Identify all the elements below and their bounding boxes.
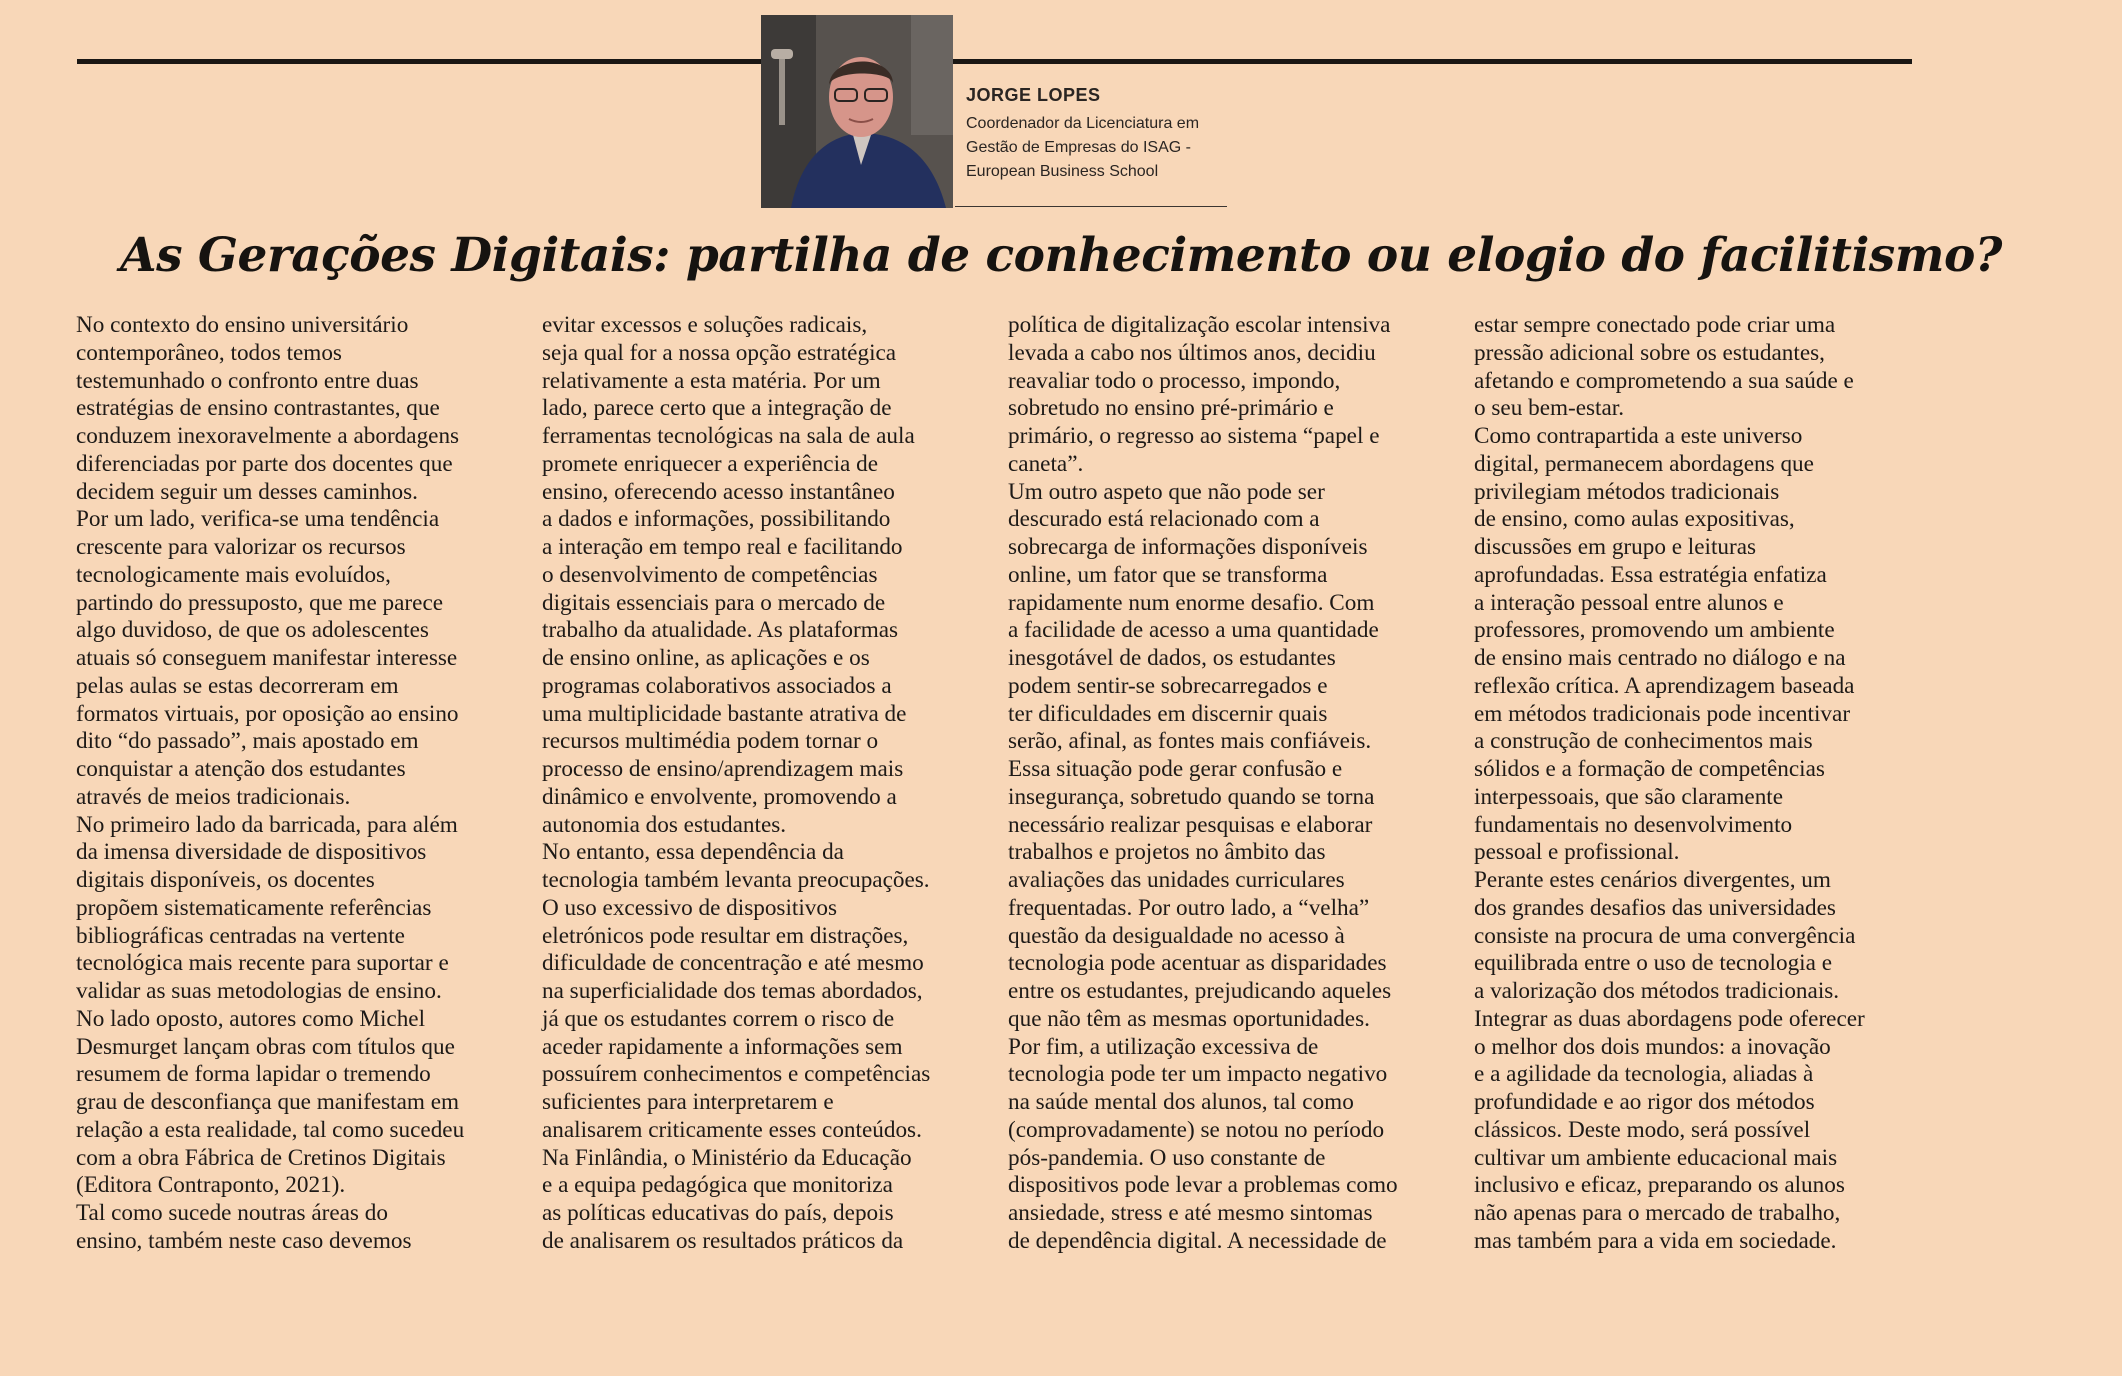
paragraph: evitar excessos e soluções radicais, seja qual for a nossa opção estratégica relativamente a esta matéria. Por um lado, parece certo que a integração de ferramentas tecnológicas na sala de aula promete enriquecer a experiência de ensino, oferecendo acesso instantâneo a dados e informações, possibilitando a interação em tempo real e facilitando o desenvolvimento de competências digitais essenciais para o mercado de trabalho da atualidade. As plataformas de ensino online, as aplicações e os programas colaborativos associados a uma multiplicidade bastante atrativa de recursos multimédia podem tornar o processo de ensino/aprendizagem mais dinâmico e envolvente, promovendo a autonomia dos estudantes. xyxy=(542,312,915,838)
article-column-2 xyxy=(542,312,982,1256)
article-headline: As Gerações Digitais: partilha de conhecimento ou elogio do facilitismo? xyxy=(120,228,2002,283)
author-role-line: Coordenador da Licenciatura em xyxy=(966,115,1200,132)
byline-rule xyxy=(955,206,1227,207)
author-byline xyxy=(966,85,1246,184)
author-role-line: Gestão de Empresas do ISAG - xyxy=(966,139,1191,156)
paragraph: No contexto do ensino universitário contemporâneo, todos temos testemunhado o confronto entre duas estratégias de ensino contrastantes, que conduzem inexoravelmente a abordagens diferenciadas por parte dos docentes que decidem seguir um desses caminhos. xyxy=(76,312,460,505)
paragraph: Como contrapartida a este universo digital, permanecem abordagens que privilegiam métodos tradicionais de ensino, como aulas expositivas, discussões em grupo e leituras aprofundadas. Essa estratégia enfatiza a interação pessoal entre alunos e professores, promovendo um ambiente de ensino mais centrado no diálogo e na reflexão crítica. A aprendizagem baseada em métodos tradicionais pode incentivar a construção de conhecimentos mais sólidos e a formação de competências interpessoais, que são claramente fundamentais no desenvolvimento pessoal e profissional. xyxy=(1474,423,1855,866)
paragraph: Um outro aspeto que não pode ser descurado está relacionado com a sobrecarga de informações disponíveis online, um fator que se transforma rapidamente num enorme desafio. Com a facilidade de acesso a uma quantidade inesgotável de dados, os estudantes podem sentir-se sobrecarregados e ter dificuldades em discernir quais serão, afinal, as fontes mais confiáveis. Essa situação pode gerar confusão e insegurança, sobretudo quando se torna necessário realizar pesquisas e elaborar trabalhos e projetos no âmbito das avaliações das unidades curriculares frequentadas. Por outro lado, a “velha” questão da desigualdade no acesso à tecnologia pode acentuar as disparidades entre os estudantes, prejudicando aqueles que não têm as mesmas oportunidades. xyxy=(1008,478,1392,1032)
paragraph: No lado oposto, autores como Michel Desmurget lançam obras com títulos que resumem de forma lapidar o tremendo grau de desconfiança que manifestam em relação a esta realidade, tal como sucedeu com a obra Fábrica de Cretinos Digitais (Editora Contraponto, 2021). xyxy=(76,1005,465,1199)
article-column-1 xyxy=(76,312,516,1256)
paragraph: política de digitalização escolar intensiva levada a cabo nos últimos anos, decidiu reavaliar todo o processo, impondo, sobretudo no ensino pré-primário e primário, o regresso ao sistema “papel e caneta”. xyxy=(1008,312,1391,477)
article-column-4 xyxy=(1474,312,1914,1256)
paragraph: No entanto, essa dependência da tecnologia também levanta preocupações. O uso excessivo de dispositivos eletrónicos pode resultar em distrações, dificuldade de concentração e até mesmo na superficialidade dos temas abordados, já que os estudantes correm o risco de aceder rapidamente a informações sem possuírem conhecimentos e competências suficientes para interpretarem e analisarem criticamente esses conteúdos. xyxy=(542,839,931,1143)
paragraph: Perante estes cenários divergentes, um dos grandes desafios das universidades consiste na procura de uma convergência equilibrada entre o uso de tecnologia e a valorização dos métodos tradicionais. Integrar as duas abordagens pode oferecer o melhor dos dois mundos: a inovação e a agilidade da tecnologia, aliadas à profundidade e ao rigor dos métodos clássicos. Deste modo, será possível cultivar um ambiente educacional mais inclusivo e eficaz, preparando os alunos não apenas para o mercado de trabalho, mas também para a vida em sociedade. xyxy=(1474,867,1865,1254)
author-photo xyxy=(761,15,953,208)
paragraph: No primeiro lado da barricada, para além da imensa diversidade de dispositivos digitais disponíveis, os docentes propõem sistematicamente referências bibliográficas centradas na vertente tecnológica mais recente para suportar e validar as suas metodologias de ensino. xyxy=(76,811,458,1004)
article-column-3 xyxy=(1008,312,1448,1256)
paragraph: Tal como sucede noutras áreas do ensino, também neste caso devemos xyxy=(76,1200,412,1254)
author-name: JORGE LOPES xyxy=(966,85,1101,105)
paragraph: Por fim, a utilização excessiva de tecnologia pode ter um impacto negativo na saúde mental dos alunos, tal como (comprovadamente) se notou no período pós-pandemia. O uso constante de dispositivos pode levar a problemas como ansiedade, stress e até mesmo sintomas de dependência digital. A necessidade de xyxy=(1008,1033,1398,1254)
paragraph: Na Finlândia, o Ministério da Educação e a equipa pedagógica que monitoriza as políticas educativas do país, depois de analisarem os resultados práticos da xyxy=(542,1144,912,1254)
paragraph: Por um lado, verifica-se uma tendência crescente para valorizar os recursos tecnologicamente mais evoluídos, partindo do pressuposto, que me parece algo duvidoso, de que os adolescentes atuais só conseguem manifestar interesse pelas aulas se estas decorreram em formatos virtuais, por oposição ao ensino dito “do passado”, mais apostado em conquistar a atenção dos estudantes através de meios tradicionais. xyxy=(76,506,459,810)
header-rule xyxy=(77,59,1912,64)
author-role-line: European Business School xyxy=(966,163,1159,180)
paragraph: estar sempre conectado pode criar uma pressão adicional sobre os estudantes, afetando e comprometendo a sua saúde e o seu bem-estar. xyxy=(1474,312,1854,422)
